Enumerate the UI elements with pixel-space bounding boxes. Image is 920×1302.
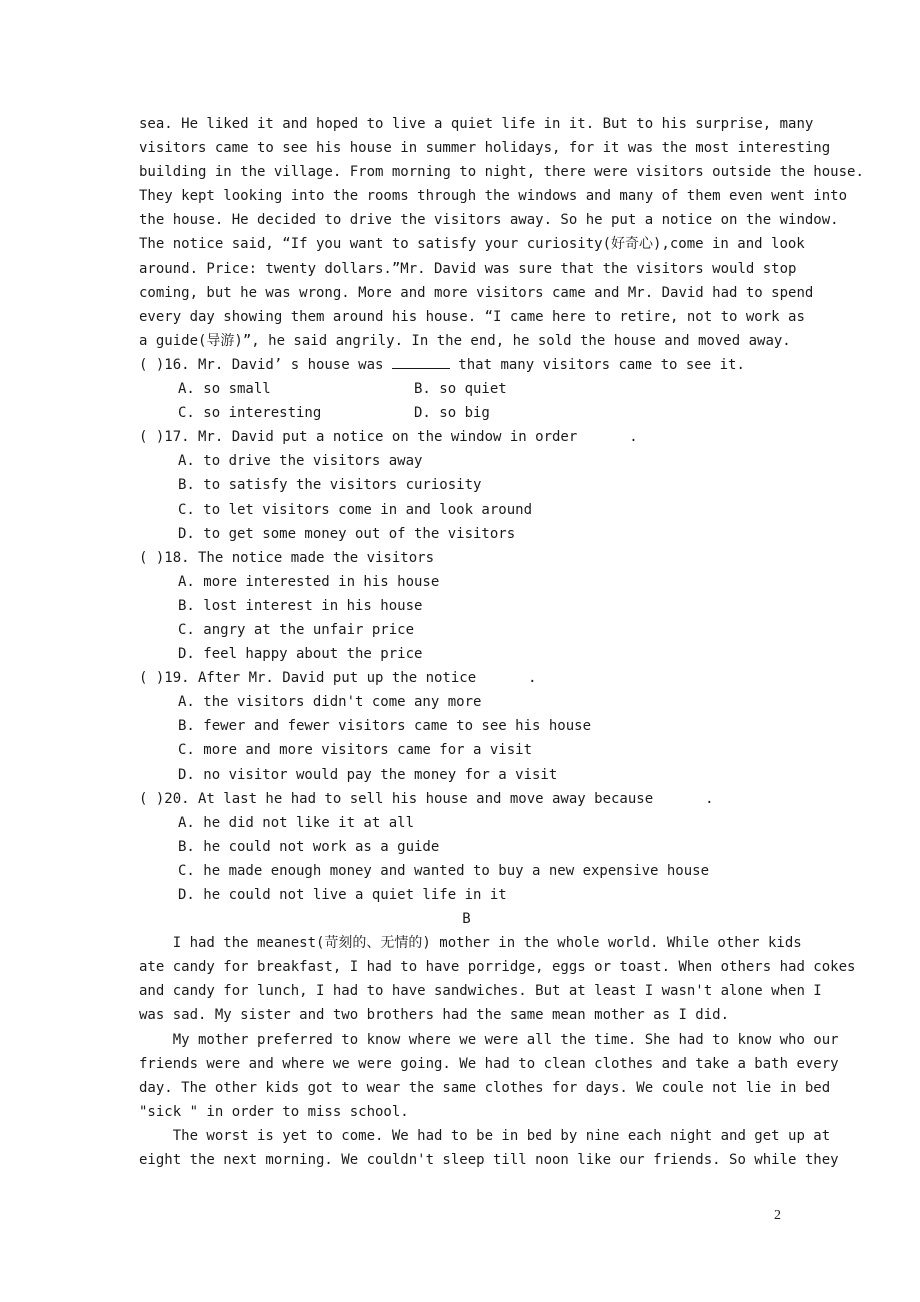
option-b: B. he could not work as a guide	[178, 838, 440, 855]
option-c: C. to let visitors come in and look around	[178, 501, 533, 518]
passage-a-line: visitors came to see his house in summer holidays, for it was the most interesting	[139, 140, 831, 157]
passage-a-line: around. Price: twenty dollars.”Mr. David was sure that the visitors would stop	[139, 260, 797, 277]
stem-end: .	[629, 429, 638, 446]
passage-b-line: friends were and where we were going. We had to clean clothes and take a bath every	[139, 1055, 839, 1072]
option-d: D. no visitor would pay the money for a visit	[178, 766, 558, 783]
option-row: C. so interesting D. so big	[178, 405, 490, 422]
page-number: 2	[774, 1208, 781, 1223]
option-row: A. so small B. so quiet	[178, 381, 507, 398]
question-20	[139, 787, 794, 907]
option-d: D. to get some money out of the visitors	[178, 525, 516, 542]
passage-b-line: and candy for lunch, I had to have sandwiches. But at least I wasn't alone when I	[139, 983, 822, 1000]
passage-b-line: My mother preferred to know where we were all the time. She had to know who our	[139, 1031, 839, 1048]
question-16	[139, 353, 794, 425]
passage-a-line: sea. He liked it and hoped to live a quiet life in it. But to his surprise, many	[139, 116, 814, 132]
page-content	[139, 112, 864, 1172]
stem-end: .	[705, 790, 714, 807]
stem-text: ( )20. At last he had to sell his house and move away because	[139, 790, 654, 807]
passage-b-line: The worst is yet to come. We had to be in bed by nine each night and get up at	[139, 1127, 831, 1144]
option-d: D. feel happy about the price	[178, 646, 423, 663]
passage-b	[139, 931, 856, 1172]
question-stem	[139, 787, 794, 811]
option-a: A. the visitors didn't come any more	[178, 694, 482, 711]
stem-text: ( )19. After Mr. David put up the notice	[139, 670, 477, 687]
question-18	[139, 546, 794, 666]
question-17	[139, 425, 794, 545]
passage-a-line: a guide(导游)”, he said angrily. In the end, he sold the house and moved away.	[139, 332, 791, 349]
passage-a-line: every day showing them around his house. “I came here to retire, not to work as	[139, 308, 805, 325]
passage-b-line: I had the meanest(苛刻的、无情的) mother in the whole world. While other kids	[139, 935, 802, 952]
passage-a-line: The notice said, “If you want to satisfy your curiosity(好奇心),come in and look	[139, 236, 805, 253]
option-a: A. more interested in his house	[178, 573, 440, 590]
passage-a	[139, 112, 864, 353]
question-stem	[139, 425, 794, 449]
option-d: D. he could not live a quiet life in it	[178, 887, 507, 903]
stem-text: ( )16. Mr. David’ s house was	[139, 356, 392, 373]
passage-b-line: "sick " in order to miss school.	[139, 1103, 409, 1120]
option-a: A. to drive the visitors away	[178, 453, 423, 470]
question-19	[139, 666, 794, 786]
section-b-title: B	[462, 911, 471, 928]
option-b: B. fewer and fewer visitors came to see his house	[178, 718, 592, 735]
option-a: A. he did not like it at all	[178, 814, 415, 831]
stem-text: ( )17. Mr. David put a notice on the window in order	[139, 429, 578, 446]
stem-end: .	[528, 670, 537, 687]
question-stem: ( )18. The notice made the visitors	[139, 549, 435, 566]
answer-blank	[392, 354, 450, 369]
option-c: C. angry at the unfair price	[178, 621, 415, 638]
passage-a-line: coming, but he was wrong. More and more visitors came and Mr. David had to spend	[139, 284, 814, 301]
passage-a-line: the house. He decided to drive the visitors away. So he put a notice on the window.	[139, 212, 839, 229]
question-stem	[139, 666, 794, 690]
passage-a-line: building in the village. From morning to night, there were visitors outside the house.	[139, 164, 864, 181]
passage-b-line: was sad. My sister and two brothers had the same mean mother as I did.	[139, 1007, 730, 1024]
option-b: B. lost interest in his house	[178, 597, 423, 614]
passage-a-line: They kept looking into the rooms through the windows and many of them even went into	[139, 188, 848, 205]
option-c: C. he made enough money and wanted to buy a new expensive house	[178, 862, 710, 879]
question-stem	[139, 353, 794, 377]
passage-b-line: eight the next morning. We couldn't sleep till noon like our friends. So while they	[139, 1152, 839, 1169]
passage-b-line: day. The other kids got to wear the same clothes for days. We coule not lie in bed	[139, 1079, 831, 1096]
option-b: B. to satisfy the visitors curiosity	[178, 477, 482, 494]
stem-text: that many visitors came to see it.	[449, 356, 745, 373]
option-c: C. more and more visitors came for a visit	[178, 742, 533, 759]
passage-b-line: ate candy for breakfast, I had to have porridge, eggs or toast. When others had cokes	[139, 959, 856, 976]
